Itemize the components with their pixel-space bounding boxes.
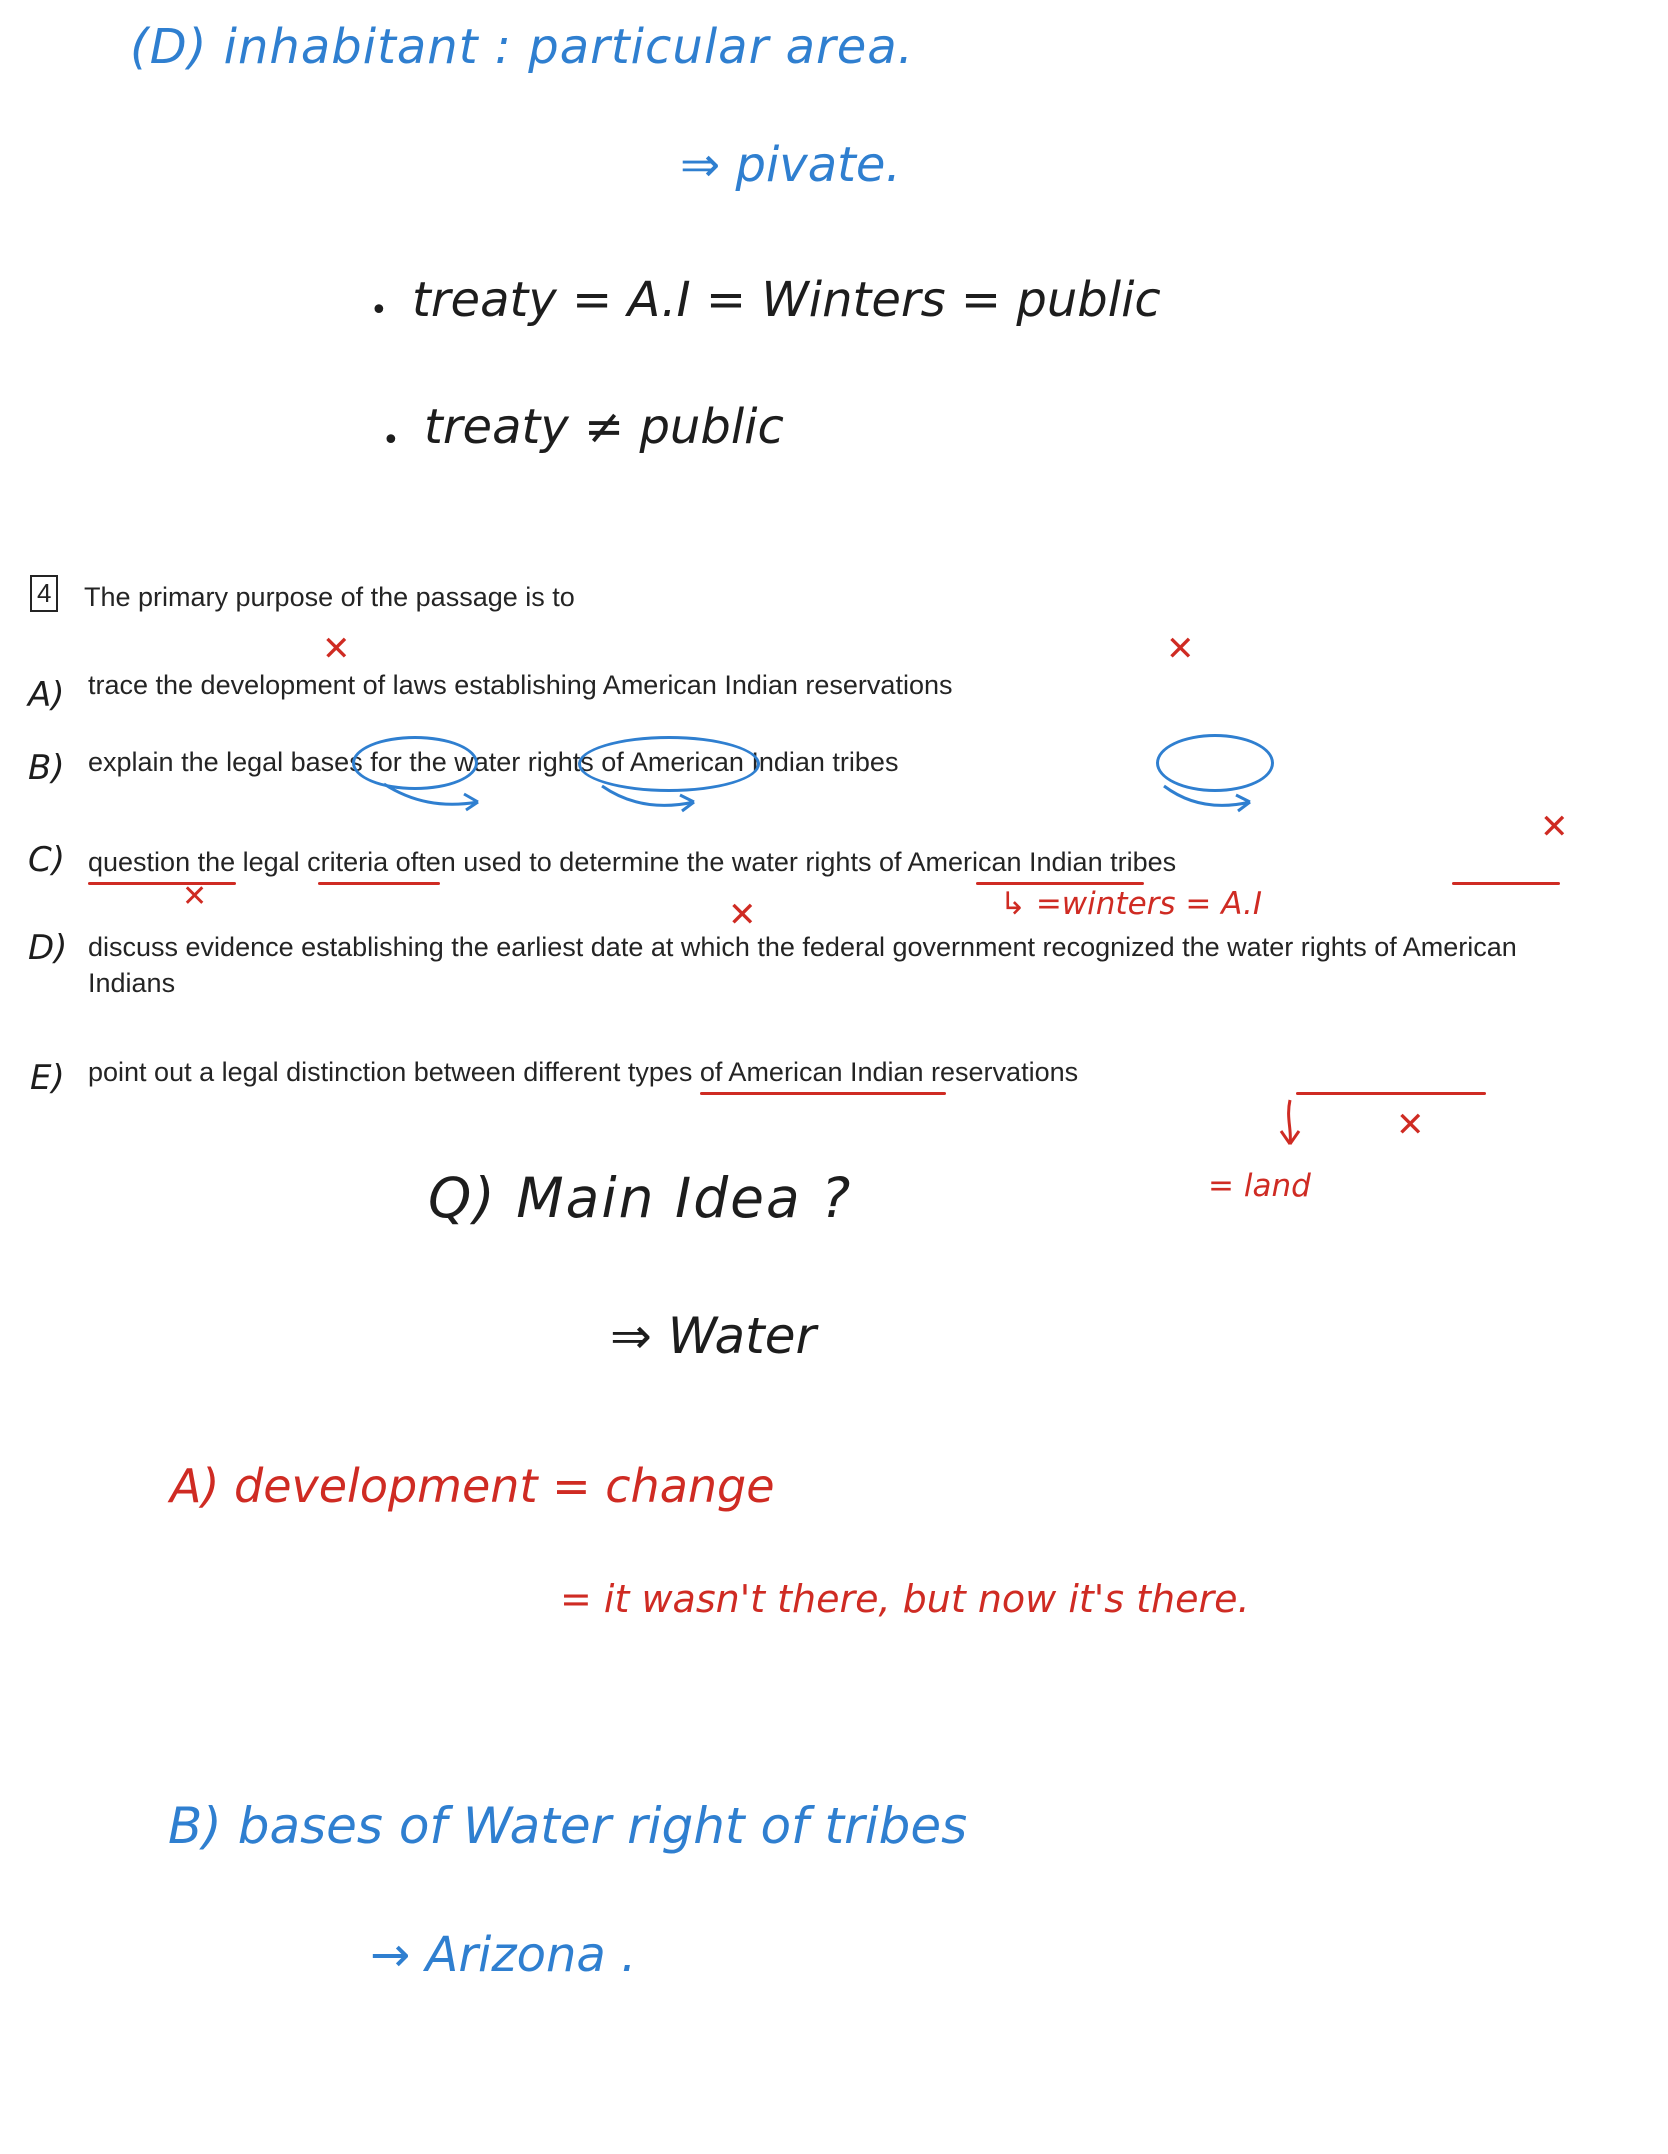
arrow-water-rights xyxy=(600,782,710,818)
x-mark-option-c-1: ✕ xyxy=(182,879,208,914)
arrow-tribes xyxy=(1162,782,1262,818)
arrow-down-reservations xyxy=(1272,1098,1312,1154)
option-letter-e: E) xyxy=(30,1058,65,1098)
top-note-bullet1-dot: • xyxy=(370,293,388,328)
x-mark-option-c-2: ✕ xyxy=(1540,807,1569,847)
underline-reservations xyxy=(1296,1092,1486,1095)
annotation-b-note-2: → Arizona . xyxy=(370,1927,637,1983)
option-letter-a: A) xyxy=(28,675,65,715)
annotation-a-note-2: = it wasn't there, but now it's there. xyxy=(560,1577,1250,1621)
top-note-line1: (D) inhabitant : particular area. xyxy=(130,19,914,75)
top-note-bullet2: treaty ≠ public xyxy=(424,399,784,455)
annotation-b-note-1: B) bases of Water right of tribes xyxy=(168,1797,968,1855)
x-mark-option-e: ✕ xyxy=(1396,1105,1425,1145)
arrow-bases xyxy=(382,780,492,816)
underline-question xyxy=(88,882,236,885)
top-note-line2: ⇒ pivate. xyxy=(680,137,901,193)
underline-different-types xyxy=(700,1092,946,1095)
annotation-c-note: ↳ =winters = A.I xyxy=(1000,886,1263,922)
x-mark-option-d: ✕ xyxy=(728,895,757,935)
main-idea-question: Q) Main Idea ? xyxy=(428,1166,853,1230)
question-number-box: 4 xyxy=(30,575,58,612)
option-letter-d: D) xyxy=(28,928,68,968)
underline-water-rights xyxy=(976,882,1144,885)
option-text-a: trace the development of laws establishing American Indian reservations xyxy=(88,670,953,700)
question-stem: The primary purpose of the passage is to xyxy=(84,582,575,612)
top-note-bullet2-dot: • xyxy=(382,423,400,458)
annotation-a-note-1: A) development = change xyxy=(170,1459,775,1513)
option-text-d: discuss evidence establishing the earliest date at which the federal government recognized the water rights of American Indians xyxy=(88,932,1525,998)
option-text-e: point out a legal distinction between different types of American Indian reservations xyxy=(88,1057,1079,1087)
x-mark-option-a-2: ✕ xyxy=(1166,629,1195,669)
underline-criteria xyxy=(318,882,440,885)
x-mark-option-a-1: ✕ xyxy=(322,629,351,669)
annotation-e-note: = land xyxy=(1208,1168,1311,1204)
option-text-b: explain the legal bases for the water rights of American Indian tribes xyxy=(88,747,899,777)
top-note-bullet1: treaty = A.I = Winters = public xyxy=(412,272,1161,328)
option-letter-c: C) xyxy=(28,840,66,880)
underline-tribes xyxy=(1452,882,1560,885)
main-idea-answer: ⇒ Water xyxy=(610,1307,817,1365)
option-text-c: question the legal criteria often used to determine the water rights of American Indian tribes xyxy=(88,847,1177,877)
option-letter-b: B) xyxy=(28,748,65,788)
